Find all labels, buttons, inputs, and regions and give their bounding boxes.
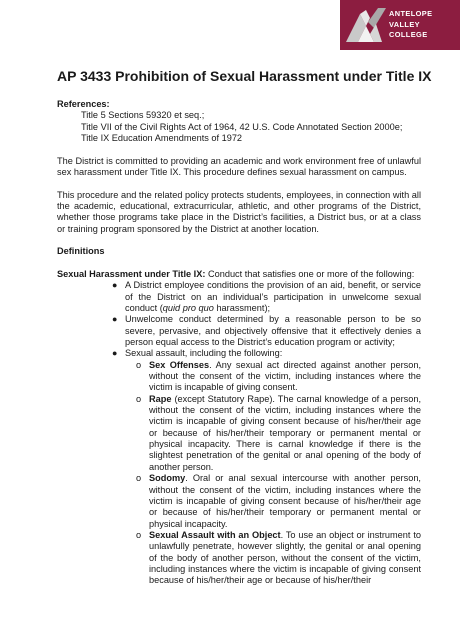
page-title: AP 3433 Prohibition of Sexual Harassment under Title IX <box>57 68 432 84</box>
sexual-assault-sublist <box>122 360 421 587</box>
circle-bullet-icon: o <box>136 393 142 404</box>
intro-paragraph: The District is committed to providing an academic and work environment free of unlawful sex harassment under Title IX. This procedure defines sexual harassment on campus. <box>57 155 421 178</box>
college-logo <box>340 0 460 50</box>
bullet-icon: ● <box>112 280 118 291</box>
sublist-item: o Sexual Assault with an Object. To use an object or instrument to unlawfully penetrate, however slightly, the genital or anal opening of the body of another person, without the consent of the victim, including instances where the victim is incapable of giving consent because of his/her/their age or because of his/her/their <box>136 529 421 586</box>
bullet-icon: ● <box>112 314 118 325</box>
definition-criteria-list <box>57 280 421 586</box>
sexual-harassment-definition <box>57 269 421 280</box>
logo-line-1: ANTELOPE <box>389 9 433 18</box>
logo-text <box>389 9 432 41</box>
logo-line-2: VALLEY <box>389 19 421 29</box>
references-heading: References: <box>57 99 110 109</box>
reference-item: Title IX Education Amendments of 1972 <box>81 133 243 144</box>
definition-text: Conduct that satisfies one or more of the following: <box>205 268 415 279</box>
definitions-heading: Definitions <box>57 246 105 257</box>
list-item: ● Unwelcome conduct determined by a reasonable person to be so severe, pervasive, and objectively offensive that it effectively denies a person equal access to the District’s education program or activity; <box>112 314 421 348</box>
circle-bullet-icon: o <box>136 359 142 370</box>
sublist-item: o Sex Offenses. Any sexual act directed against another person, without the consent of the victim, including instances where the victim is incapable of giving consent. <box>136 359 421 393</box>
scope-paragraph: This procedure and the related policy protects students, employees, in connection with all the academic, educational, extracurricular, athletic, and other programs of the District, whether those programs take place in the District’s facilities, a District bus, or at a class or training program sponsored by the District at another location. <box>57 189 421 234</box>
circle-bullet-icon: o <box>136 473 142 484</box>
list-item: ● Sexual assault, including the following: o Sex Offenses. Any sexual act directed against another person, without the consent of the victim, including instances where the victim is incapable of giving consent. o Rape (except Statutory Rape). The carnal knowledge of a person, without the consent of the victim, including instances where the victim is incapable of giving consent because of his/her/their age or because of his/her/their temporary or permanent mental or physical incapacity. There is carnal knowledge if there is the slightest penetration of the genital or anal opening of the body of another person. o Sodomy. Oral or anal sexual intercourse with another person, without the consent of the victim, including instances where the victim is incapable of giving consent because of his/her/their age or because of his/her/their temporary or permanent mental or physical incapacity. o Sexual Assault with an Object. To use an object or instrument to unlawfully penetrate, however slightly, the genital or anal opening of the body of another person, without the consent of the victim, including instances where the victim is incapable of giving consent because of his/her/their age or because of his/her/their <box>112 348 421 586</box>
sublist-item: o Sodomy. Oral or anal sexual intercourse with another person, without the consent of the victim, including instances where the victim is incapable of giving consent because of his/her/their age or because of his/her/their temporary or permanent mental or physical incapacity. <box>136 473 421 529</box>
reference-item: Title 5 Sections 59320 et seq.; <box>81 110 205 121</box>
definition-term: Sexual Harassment under Title IX: <box>57 268 206 279</box>
logo-line-3: COLLEGE <box>389 30 428 40</box>
bullet-icon: ● <box>112 348 118 359</box>
list-item: ● A District employee conditions the provision of an aid, benefit, or service of the District on an individual’s participation in unwelcome sexual conduct (quid pro quo harassment); <box>112 280 421 313</box>
antelope-logo-icon <box>346 8 386 42</box>
document-body <box>57 99 421 587</box>
sublist-item: o Rape (except Statutory Rape). The carnal knowledge of a person, without the consent of the victim, including instances where the victim is incapable of giving consent because of his/her/their age or because of his/her/their temporary or permanent mental or physical incapacity. There is carnal knowledge if there is the slightest penetration of the genital or anal opening of the body of another person. <box>136 393 421 472</box>
reference-item: Title VII of the Civil Rights Act of 1964, 42 U.S. Code Annotated Section 2000e; <box>81 121 403 132</box>
circle-bullet-icon: o <box>136 529 142 540</box>
